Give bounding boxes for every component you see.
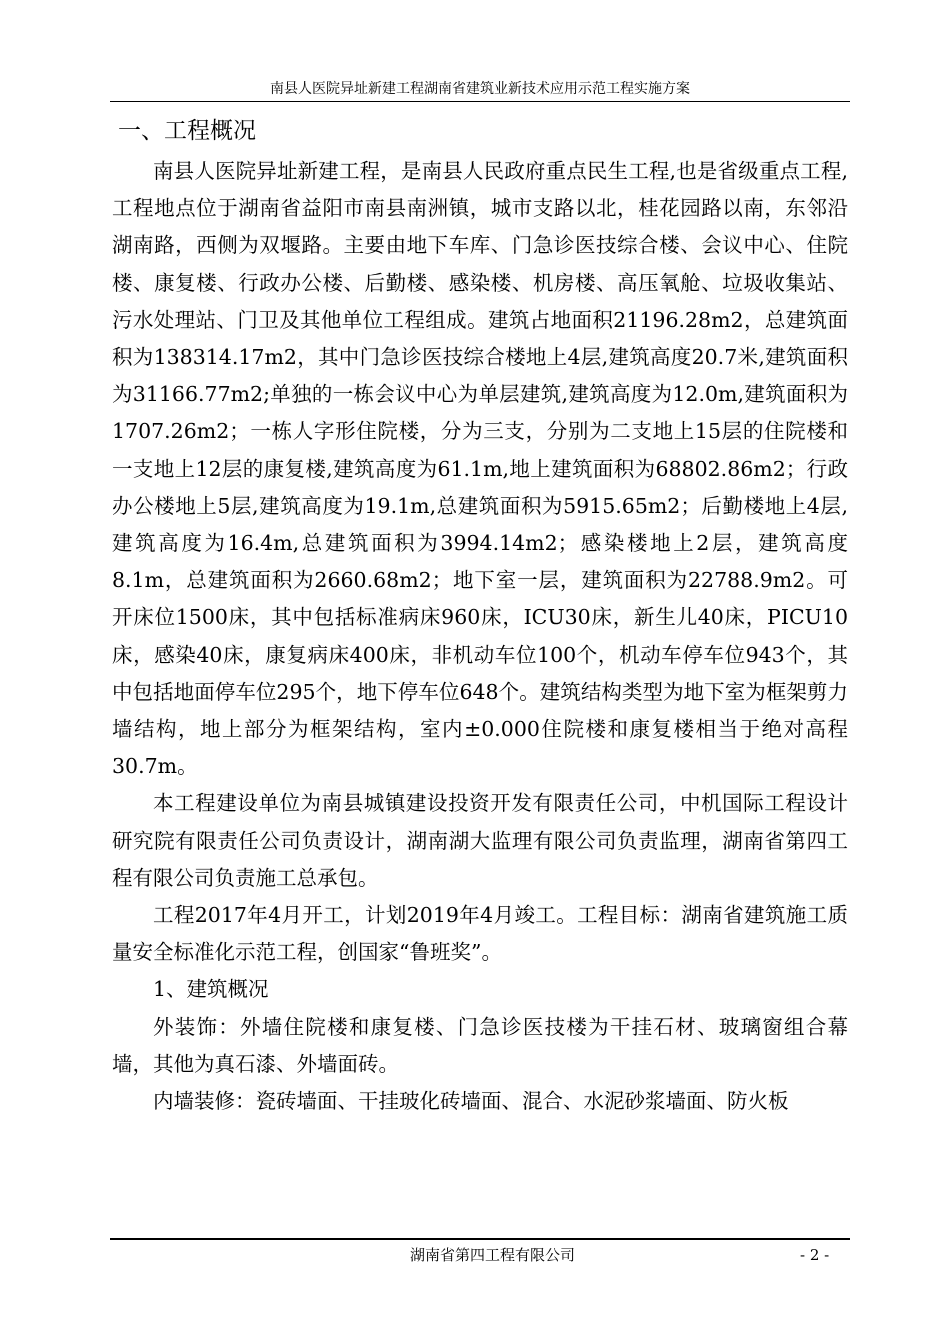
subsection-heading: 1、建筑概况 [153, 977, 269, 1002]
page-number: - 2 - [800, 1246, 830, 1264]
paragraph-interior-decoration: 内墙装修：瓷砖墙面、干挂玻化砖墙面、混合、水泥砂浆墙面、防火板 [153, 1089, 789, 1114]
paragraph-parties: 本工程建设单位为南县城镇建设投资开发有限责任公司，中机国际工程设计研究院有限责任公司负责设计，湖南湖大监理有限公司负责监理，湖南省第四工程有限公司负责施工总承包。 [112, 791, 848, 890]
section-title: 一、工程概况 [118, 118, 256, 144]
header-divider [110, 101, 850, 102]
document-body [112, 153, 848, 1120]
paragraph-schedule: 工程2017年4月开工，计划2019年4月竣工。工程目标：湖南省建筑施工质量安全标准化示范工程，创国家“鲁班奖”。 [112, 903, 848, 965]
footer-company: 湖南省第四工程有限公司 [410, 1246, 576, 1264]
page-header-title: 南县人医院异址新建工程湖南省建筑业新技术应用示范工程实施方案 [270, 81, 690, 97]
footer-divider [110, 1238, 850, 1240]
paragraph-exterior-decoration: 外装饰：外墙住院楼和康复楼、门急诊医技楼为干挂石材、玻璃窗组合幕墙，其他为真石漆、外墙面砖。 [112, 1014, 848, 1076]
paragraph-project-overview: 南县人医院异址新建工程，是南县人民政府重点民生工程,也是省级重点工程,工程地点位于湖南省益阳市南县南洲镇，城市支路以北，桂花园路以南，东邻沿湖南路，西侧为双堰路。主要由地下车库、门急诊医技综合楼、会议中心、住院楼、康复楼、行政办公楼、后勤楼、感染楼、机房楼、高压氧舱、垃圾收集站、污水处理站、门卫及其他单位工程组成。建筑占地面积21196.28m2，总建筑面积为138314.17m2，其中门急诊医技综合楼地上4层,建筑高度20.7米,建筑面积为31166.77m2;单独的一栋会议中心为单层建筑,建筑高度为12.0m,建筑面积为1707.26m2；一栋人字形住院楼，分为三支，分别为二支地上15层的住院楼和一支地上12层的康复楼,建筑高度为61.1m,地上建筑面积为68802.86m2；行政办公楼地上5层,建筑高度为19.1m,总建筑面积为5915.65m2；后勤楼地上4层,建筑高度为16.4m,总建筑面积为3994.14m2；感染楼地上2层，建筑高度8.1m，总建筑面积为2660.68m2；地下室一层，建筑面积为22788.9m2。可开床位1500床，其中包括标准病床960床，ICU30床，新生儿40床，PICU10床，感染40床，康复病床400床，非机动车位100个，机动车停车位943个，其中包括地面停车位295个，地下停车位648个。建筑结构类型为地下室为框架剪力墙结构，地上部分为框架结构，室内±0.000住院楼和康复楼相当于绝对高程30.7m。 [112, 159, 848, 779]
